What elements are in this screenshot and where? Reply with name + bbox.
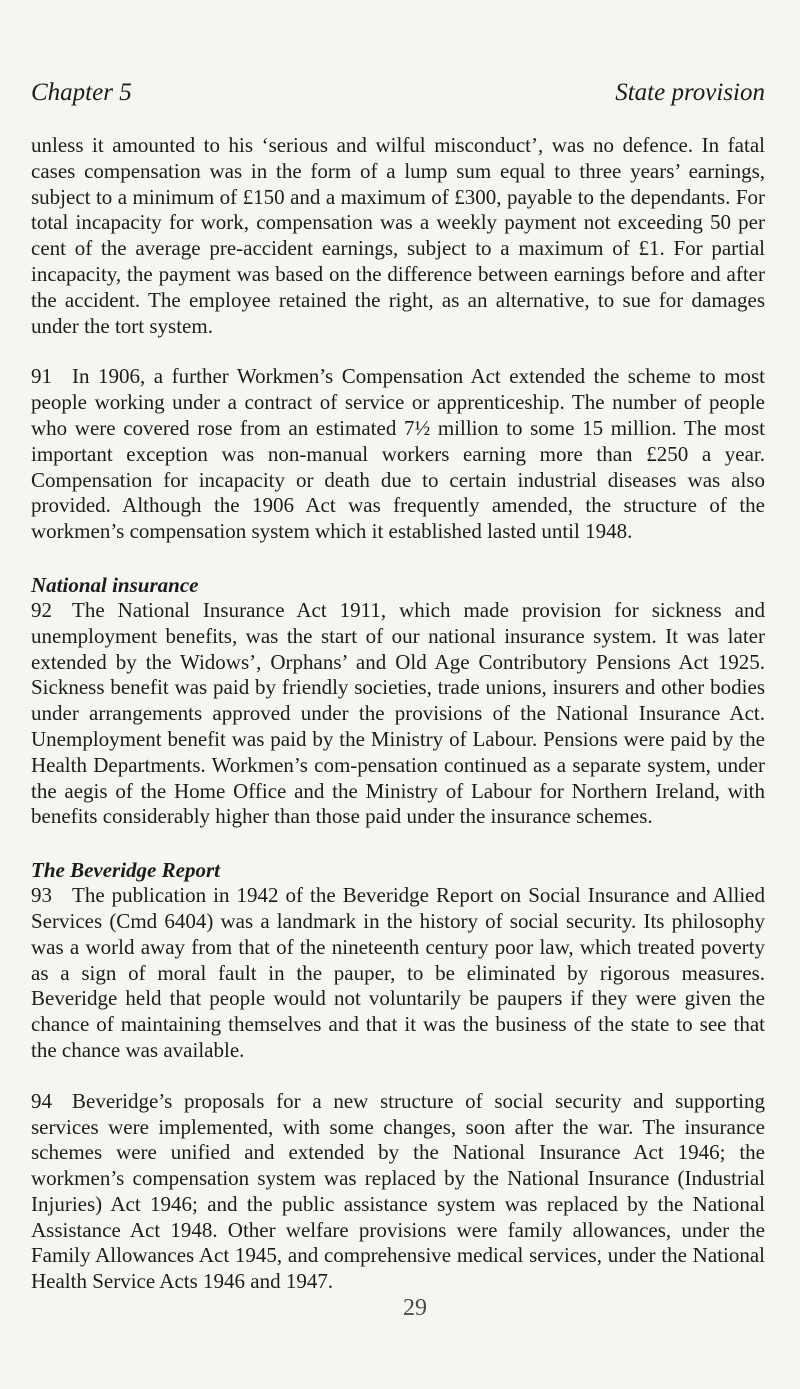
heading-national-insurance: National insurance — [31, 572, 199, 597]
paragraph-number: 92 — [31, 597, 52, 622]
page-body — [31, 133, 765, 1295]
page-number: 29 — [403, 1295, 427, 1321]
book-page — [31, 0, 765, 1389]
paragraph-number: 91 — [31, 364, 52, 389]
paragraph-93 — [31, 883, 765, 1064]
chapter-label: Chapter 5 — [31, 79, 132, 106]
paragraph-92 — [31, 598, 765, 830]
paragraph-number: 93 — [31, 883, 52, 908]
paragraph-94 — [31, 1089, 765, 1295]
paragraph-text: The publication in 1942 of the Beveridge Report on Social Insurance and Allied Services (Cmd 6404) was a landmark in the history of social security. Its philosophy was a world away from that of the nineteenth century poor law, which treated poverty as a sign of moral fault in the pauper, to be eliminated by rigorous measures. Beveridge held that people would not voluntarily be paupers if they were given the chance of maintaining themselves and that it was the business of the state to see that the chance was available. — [31, 883, 765, 1062]
paragraph-text: Beveridge’s proposals for a new structure of social security and supporting services were implemented, with some changes, soon after the war. The insurance schemes were unified and extended by the National Insurance Act 1946; the workmen’s compensation system was replaced by the National Insurance (Industrial Injuries) Act 1946; and the public assistance system was replaced by the National Assistance Act 1948. Other welfare provisions were family allowances, under the Family Allowances Act 1945, and comprehensive medical services, under the National Health Service Acts 1946 and 1947. — [31, 1088, 765, 1294]
heading-beveridge-report: The Beveridge Report — [31, 858, 220, 883]
paragraph-text: The National Insurance Act 1911, which made provision for sickness and unemployment benefits, was the start of our national insurance system. It was later extended by the Widows’, Orphans’ and Old Age Contributory Pensions Act 1925. Sickness benefit was paid by friendly societies, trade unions, insurers and other bodies under arrangements approved under the provisions of the National Insurance Act. Unemployment benefit was paid by the Ministry of Labour. Pensions were paid by the Health Departments. Workmen’s com-pensation continued as a separate system, under the aegis of the Home Office and the Ministry of Labour for Northern Ireland, with benefits considerably higher than those paid under the insurance schemes. — [31, 597, 765, 829]
paragraph-continuation: unless it amounted to his ‘serious and wilful misconduct’, was no defence. In fatal cases compensation was in the form of a lump sum equal to three years’ earnings, subject to a minimum of £150 and a maximum of £300, payable to the dependants. For total incapacity for work, compensation was a weekly payment not exceeding 50 per cent of the average pre-accident earnings, subject to a maximum of £1. For partial incapacity, the payment was based on the difference between earnings before and after the accident. The employee retained the right, as an alternative, to sue for damages under the tort system. — [31, 133, 765, 338]
section-label: State provision — [615, 79, 765, 106]
paragraph-number: 94 — [31, 1088, 52, 1113]
paragraph-91 — [31, 364, 765, 545]
paragraph-text: In 1906, a further Workmen’s Compensation Act extended the scheme to most people working under a contract of service or apprenticeship. The number of people who were covered rose from an estimated 7½ million to some 15 million. The most important exception was non-manual workers earning more than £250 a year. Compensation for incapacity or death due to certain industrial diseases was also provided. Although the 1906 Act was frequently amended, the structure of the workmen’s compensation system which it established lasted until 1948. — [31, 364, 765, 544]
